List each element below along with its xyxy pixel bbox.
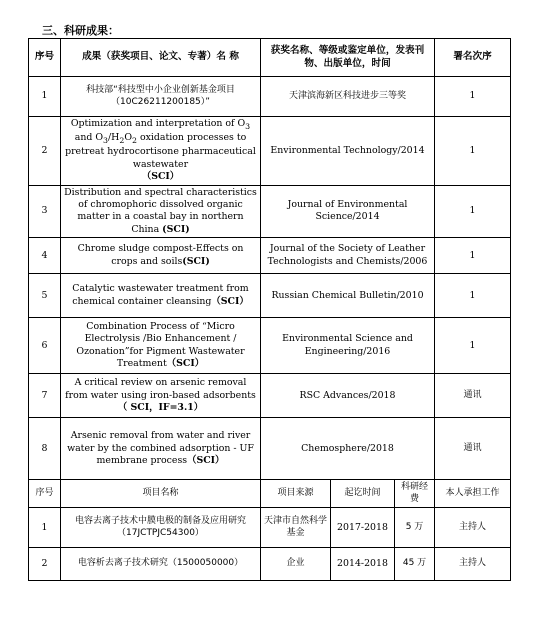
award-row (29, 374, 511, 418)
award-row (29, 117, 511, 186)
award-rank: 1 (435, 238, 511, 274)
project-source: 天津市自然科学基金 (261, 508, 331, 548)
award-row (29, 274, 511, 318)
header-title: 成果（获奖项目、论文、专著）名 称 (61, 39, 261, 77)
award-source: 天津滨海新区科技进步三等奖 (261, 77, 435, 117)
award-no: 6 (29, 318, 61, 374)
proj-header-source: 项目来源 (261, 480, 331, 508)
award-title: Catalytic wastewater treatment from chemical container cleansing（SCI） (61, 274, 261, 318)
project-role: 主持人 (435, 548, 511, 581)
award-rank: 1 (435, 185, 511, 238)
project-funding: 5 万 (395, 508, 435, 548)
award-source: Environmental Technology/2014 (261, 117, 435, 186)
award-source: Chemosphere/2018 (261, 418, 435, 480)
proj-header-name: 项目名称 (61, 480, 261, 508)
award-rank: 通讯 (435, 374, 511, 418)
proj-header-role: 本人承担工作 (435, 480, 511, 508)
project-name: 电容析去离子技术研究（1500050000） (61, 548, 261, 581)
award-title: Optimization and interpretation of $O_3$ and $O_3/H_2O_2$ oxidation processes to pretreat hydrocortisone pharmaceutical wastewater （SCI） (61, 117, 261, 186)
award-rank: 1 (435, 274, 511, 318)
proj-header-no: 序号 (29, 480, 61, 508)
award-rank: 通讯 (435, 418, 511, 480)
project-row (29, 548, 511, 581)
projects-header-row (29, 480, 511, 508)
award-title: Arsenic removal from water and river water by the combined adsorption - UF membrane process（SCI） (61, 418, 261, 480)
award-no: 2 (29, 117, 61, 186)
award-title: Distribution and spectral characteristics of chromophoric dissolved organic matter in a coastal bay in northern China (SCI) (61, 185, 261, 238)
award-no: 4 (29, 238, 61, 274)
project-no: 1 (29, 508, 61, 548)
award-title: 科技部“科技型中小企业创新基金项目 （10C26211200185）” (61, 77, 261, 117)
award-rank: 1 (435, 117, 511, 186)
project-source: 企业 (261, 548, 331, 581)
award-rank: 1 (435, 77, 511, 117)
header-no: 序号 (29, 39, 61, 77)
award-row (29, 185, 511, 238)
award-no: 7 (29, 374, 61, 418)
proj-header-funding: 科研经费 (395, 480, 435, 508)
award-no: 5 (29, 274, 61, 318)
award-source: RSC Advances/2018 (261, 374, 435, 418)
award-source: Journal of the Society of Leather Technologists and Chemists/2006 (261, 238, 435, 274)
award-row (29, 418, 511, 480)
award-row (29, 238, 511, 274)
section-title: 三、科研成果： (42, 24, 119, 37)
project-row (29, 508, 511, 548)
proj-header-period: 起讫时间 (331, 480, 395, 508)
award-title: Combination Process of “Micro Electrolysis /Bio Enhancement / Ozonation”for Pigment Wastewater Treatment（SCI） (61, 318, 261, 374)
award-no: 8 (29, 418, 61, 480)
award-row (29, 77, 511, 117)
award-title: Chrome sludge compost-Effects on crops and soils(SCI) (61, 238, 261, 274)
achievements-table (28, 38, 511, 581)
award-source: Journal of Environmental Science/2014 (261, 185, 435, 238)
award-no: 1 (29, 77, 61, 117)
project-period: 2014-2018 (331, 548, 395, 581)
project-role: 主持人 (435, 508, 511, 548)
award-source: Russian Chemical Bulletin/2010 (261, 274, 435, 318)
project-funding: 45 万 (395, 548, 435, 581)
award-source: Environmental Science and Engineering/2016 (261, 318, 435, 374)
award-row (29, 318, 511, 374)
header-source: 获奖名称、等级或鉴定单位，发表刊物、出版单位，时间 (261, 39, 435, 77)
header-rank: 署名次序 (435, 39, 511, 77)
project-name: 电容去离子技术中膜电极的制备及应用研究（17JCTPJC54300） (61, 508, 261, 548)
project-period: 2017-2018 (331, 508, 395, 548)
award-rank: 1 (435, 318, 511, 374)
award-title: A critical review on arsenic removal from water using iron-based adsorbents（ SCI，IF=3.1） (61, 374, 261, 418)
award-no: 3 (29, 185, 61, 238)
awards-header-row (29, 39, 511, 77)
project-no: 2 (29, 548, 61, 581)
